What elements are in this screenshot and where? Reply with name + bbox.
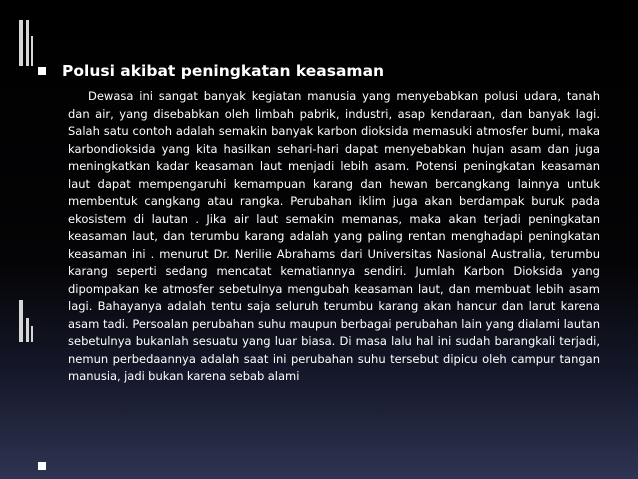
decorative-bar	[26, 20, 29, 66]
empty-bullet-icon	[38, 462, 46, 470]
decorative-bar	[31, 326, 33, 342]
decorative-bar	[19, 20, 23, 66]
decorative-bar	[26, 318, 29, 342]
decorative-bar	[31, 36, 33, 66]
body-paragraph: Dewasa ini sangat banyak kegiatan manusia yang menyebabkan polusi udara, tanah dan air, yang disebabkan oleh limbah pabrik, industri, asap kendaraan, dan banyak lagi. Salah satu contoh adalah semakin banyak karbon dioksida memasuki atmosfer bumi, maka karbondioksida yang kita hasilkan sehari-hari dapat menyebabkan hujan asam dan juga meningkatkan kadar keasaman laut menjadi lebih asam. Potensi peningkatan keasaman laut dapat mempengaruhi kemampuan karang dan hewan bercangkang lainnya untuk membentuk cangkang atau rangka. Perubahan iklim juga akan berdampak buruk pada ekosistem di lautan . Jika air laut semakin memanas, maka akan terjadi peningkatan keasaman laut, dan terumbu karang adalah yang paling rentan menghadapi peningkatan keasaman ini . menurut Dr. Nerilie Abrahams dari Universitas Nasional Australia, terumbu karang seperti sedang mencatat kematiannya sendiri. Jumlah Karbon Dioksida yang dipompakan ke atmosfer sebetulnya mengubah keasaman laut, dan membuat lebih asam lagi. Bahayanya adalah tentu saja seluruh terumbu karang akan hancur dan larut karena asam tadi. Persoalan perubahan suhu maupun berbagai perubahan lain yang dialami lautan sebetulnya bukanlah sesuatu yang luar biasa. Di masa lalu hal ini sudah barangkali terjadi, nemun perbedaannya adalah saat ini perubahan suhu tersebut dipicu oleh campur tangan manusia, jadi bukan karena sebab alami	[68, 89, 600, 383]
slide-heading: Polusi akibat peningkatan keasaman	[62, 62, 385, 80]
bullet-icon	[38, 67, 46, 75]
decorative-bar	[19, 300, 23, 342]
title-row	[38, 57, 608, 85]
